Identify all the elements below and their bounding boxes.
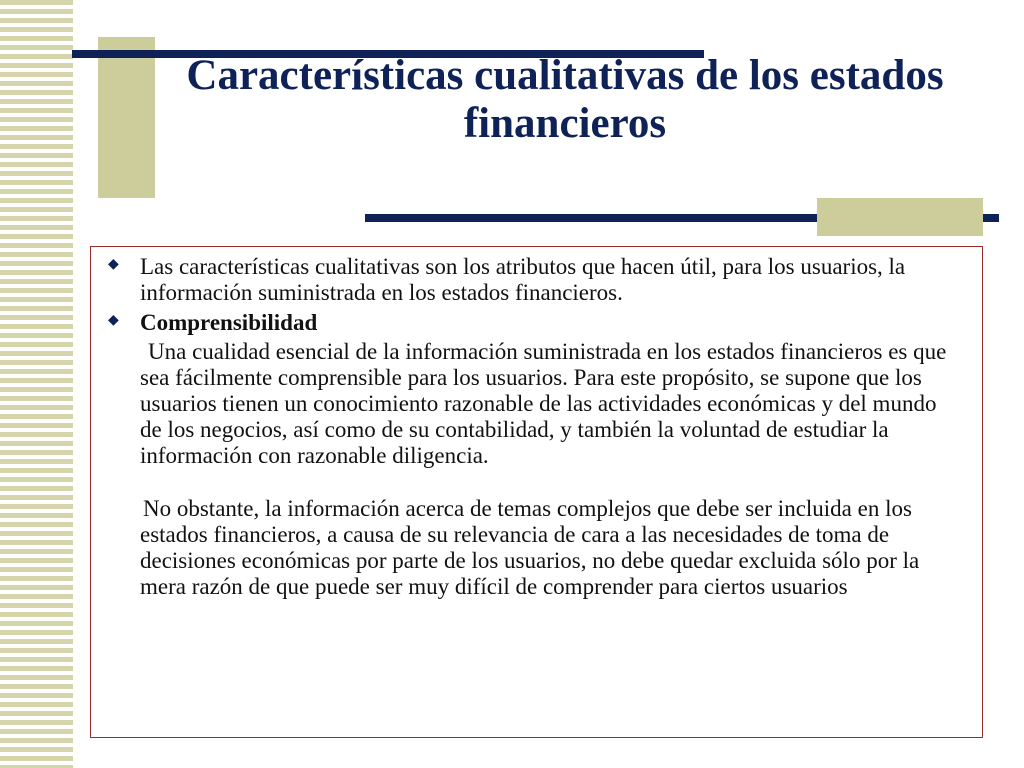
bullet-item-comprensibilidad bbox=[91, 310, 982, 600]
paragraph-comprensibilidad-2: No obstante, la información acerca de temas complejos que debe ser incluida en los estados financieros, a causa de su relevancia de cara a las necesidades de toma de decisiones económicas por parte de los usuarios, no debe quedar excluida sólo por la mera razón de que puede ser muy difícil de comprender para ciertos usuarios bbox=[140, 496, 920, 599]
bullet-list bbox=[91, 247, 982, 600]
bullet-heading: Comprensibilidad bbox=[140, 310, 318, 335]
bullet-intro-text: Las características cualitativas son los atributos que hacen útil, para los usuarios, la información suministrada en los estados financieros. bbox=[140, 254, 906, 305]
decorative-block-right bbox=[817, 198, 983, 236]
bullet-item-intro bbox=[91, 254, 982, 306]
decorative-block-left bbox=[98, 37, 155, 198]
slide-title: Características cualitativas de los estados financieros bbox=[186, 52, 944, 147]
paragraph-comprensibilidad-1: Una cualidad esencial de la información suministrada en los estados financieros es que sea fácilmente comprensible para los usuarios. Para este propósito, se supone que los usuarios tienen un conocimiento razonable de las actividades económicas y del mundo de los negocios, así como de su contabilidad, y también la voluntad de estudiar la información con razonable diligencia. bbox=[140, 339, 947, 468]
striped-side-panel bbox=[0, 0, 73, 768]
content-box bbox=[90, 246, 983, 738]
diamond-bullet-icon: ◆ bbox=[108, 313, 119, 328]
diamond-bullet-icon: ◆ bbox=[108, 257, 119, 272]
